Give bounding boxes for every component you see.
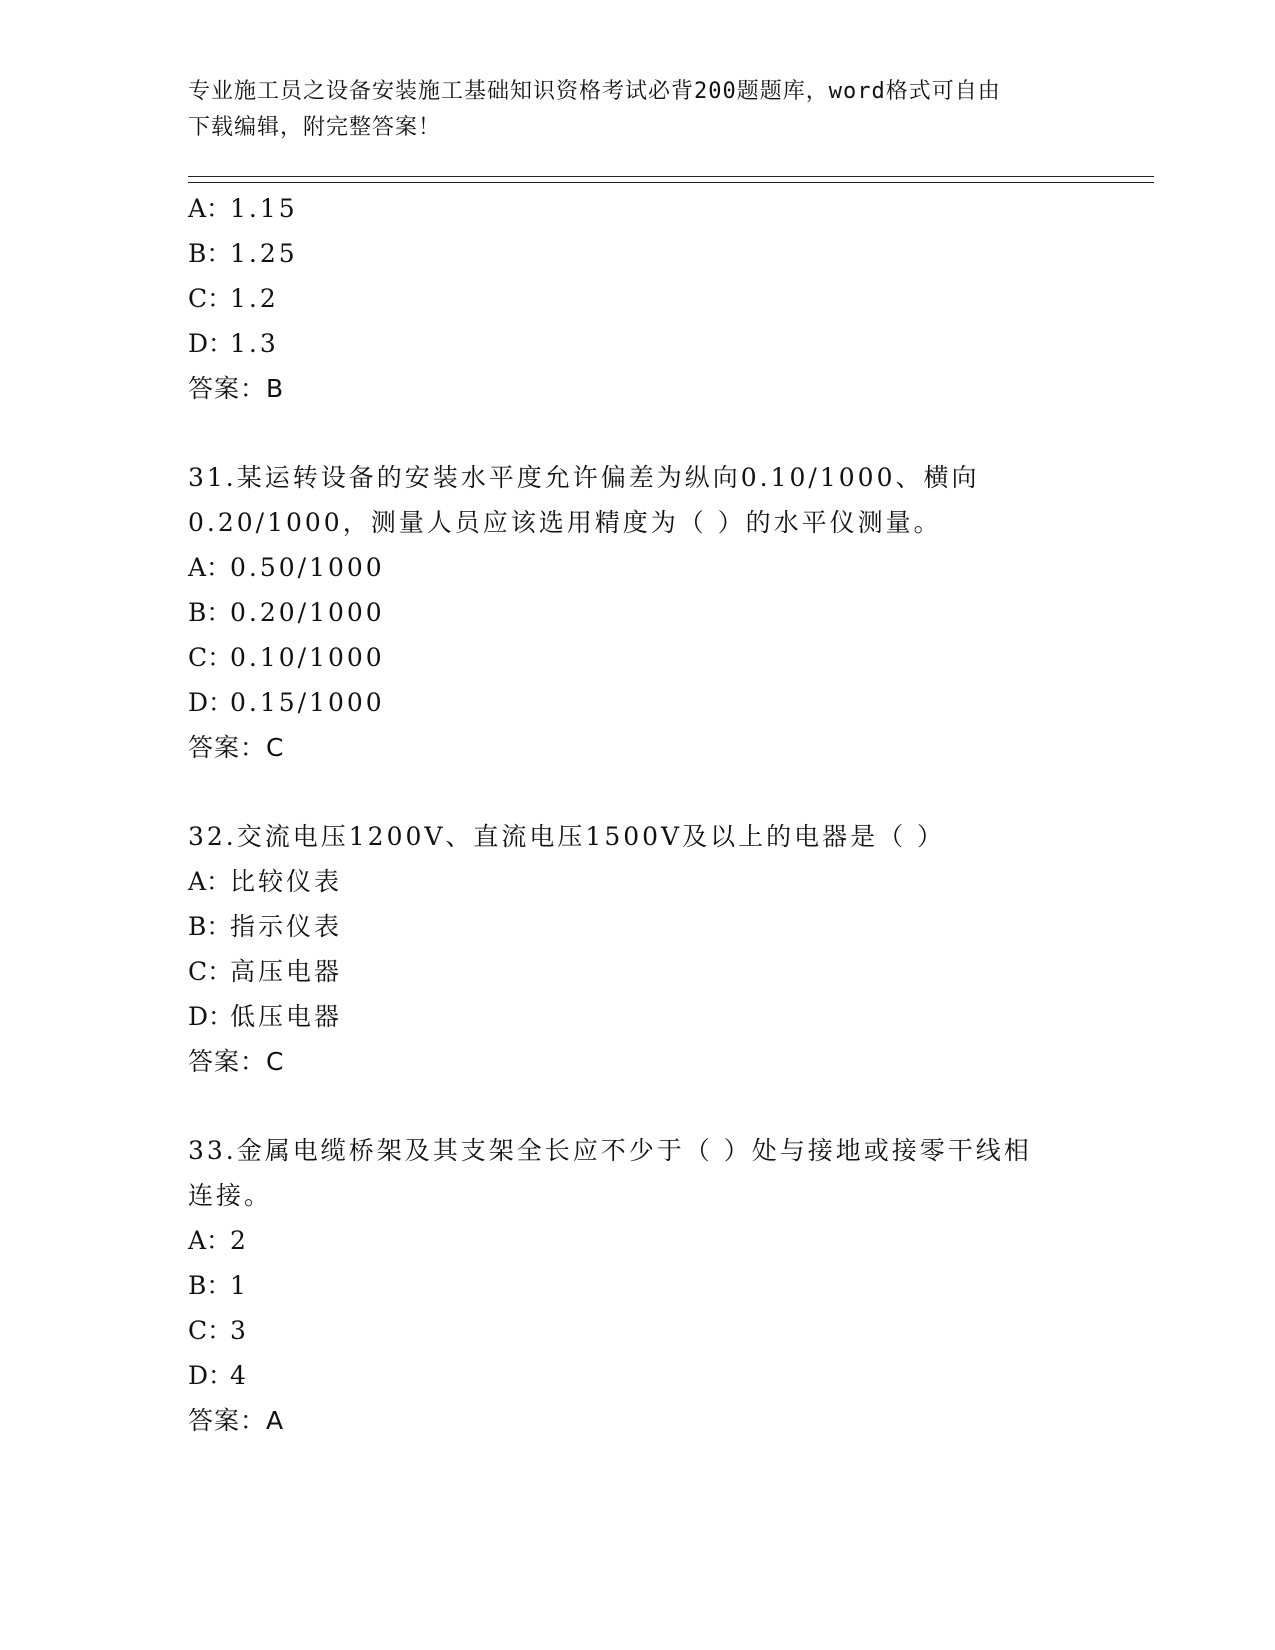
answer-30: 答案：B bbox=[188, 374, 285, 403]
answer-31: 答案：C bbox=[188, 733, 285, 762]
header-line-2: 下载编辑，附完整答案！ bbox=[188, 115, 442, 140]
option-b: B：0.20/1000 bbox=[188, 598, 385, 627]
option-c: C：1.2 bbox=[188, 284, 279, 313]
option-d: D：1.3 bbox=[188, 329, 279, 358]
question-33-stem-line-1: 33.金属电缆桥架及其支架全长应不少于（ ）处与接地或接零干线相 bbox=[188, 1136, 1032, 1165]
option-c: C：高压电器 bbox=[188, 957, 343, 986]
option-a: A：1.15 bbox=[188, 194, 298, 223]
option-b: B：1 bbox=[188, 1271, 249, 1300]
question-31-stem-line-1: 31.某运转设备的安装水平度允许偏差为纵向0.10/1000、横向 bbox=[188, 463, 980, 492]
answer-32: 答案：C bbox=[188, 1047, 285, 1076]
header-line-1: 专业施工员之设备安装施工基础知识资格考试必背200题题库，word格式可自由 bbox=[188, 79, 1001, 104]
option-d: D：0.15/1000 bbox=[188, 688, 385, 717]
option-b: B：指示仪表 bbox=[188, 912, 343, 941]
option-b: B：1.25 bbox=[188, 239, 298, 268]
option-a: A：2 bbox=[188, 1226, 249, 1255]
question-31-stem-line-2: 0.20/1000，测量人员应该选用精度为（ ）的水平仪测量。 bbox=[188, 508, 942, 537]
document-header bbox=[188, 74, 1068, 146]
option-d: D：4 bbox=[188, 1361, 249, 1390]
option-c: C：0.10/1000 bbox=[188, 643, 385, 672]
question-33-stem-line-2: 连接。 bbox=[188, 1181, 273, 1210]
header-rule-top bbox=[188, 176, 1154, 177]
header-rule-bottom bbox=[188, 182, 1154, 183]
option-a: A：比较仪表 bbox=[188, 867, 343, 896]
option-d: D：低压电器 bbox=[188, 1002, 343, 1031]
option-a: A：0.50/1000 bbox=[188, 553, 385, 582]
option-c: C：3 bbox=[188, 1316, 249, 1345]
answer-33: 答案：A bbox=[188, 1406, 285, 1435]
question-32-stem: 32.交流电压1200V、直流电压1500V及以上的电器是（ ） bbox=[188, 822, 946, 851]
